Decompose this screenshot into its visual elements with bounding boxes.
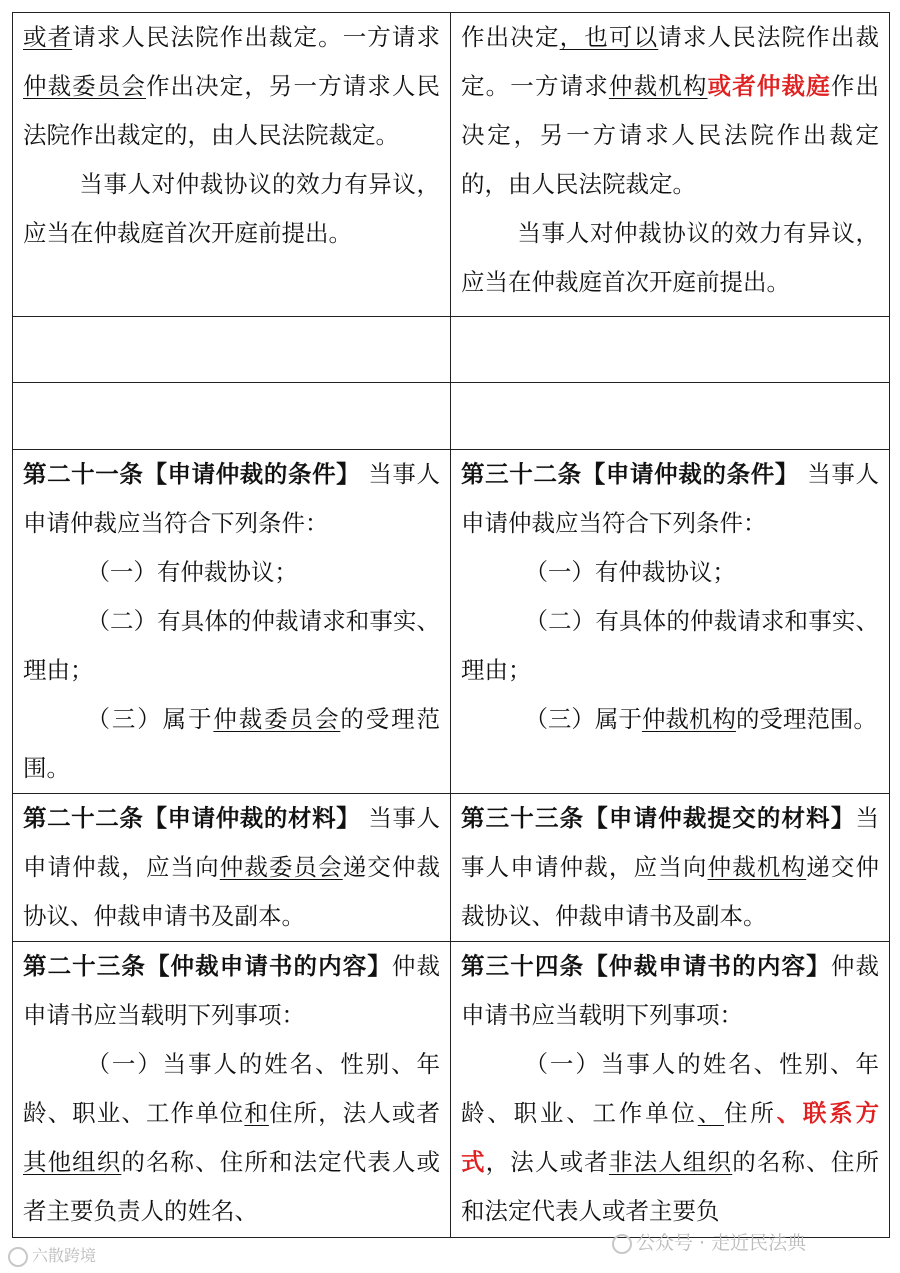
chapter-row	[13, 317, 890, 383]
table-row	[13, 942, 890, 1238]
right-cell	[451, 450, 890, 794]
wechat-icon	[612, 1234, 632, 1254]
list-item: （三）属于仲裁机构的受理范围。	[524, 705, 877, 733]
paragraph: 或者请求人民法院作出裁定。一方请求仲裁委员会作出决定，另一方请求人民法院作出裁定的，由人民法院裁定。	[23, 23, 440, 149]
right-cell	[451, 13, 890, 317]
paragraph: 第二十二条【申请仲裁的材料】 当事人申请仲裁，应当向仲裁委员会递交仲裁协议、仲裁申请书及副本。	[23, 804, 440, 930]
paragraph: 第二十三条【仲裁申请书的内容】仲裁申请书应当载明下列事项：	[23, 952, 440, 1029]
paragraph: 第三十三条【申请仲裁提交的材料】当事人申请仲裁，应当向仲裁机构递交仲裁协议、仲裁申请书及副本。	[461, 804, 879, 930]
watermark-right: 公众号 · 走近民法典	[612, 1228, 806, 1255]
list-item: （二）有具体的仲裁请求和事实、理由；	[23, 607, 440, 684]
left-cell	[13, 13, 451, 317]
section-row	[13, 383, 890, 450]
list-item: （一）有仲裁协议；	[524, 558, 736, 586]
list-item: （三）属于仲裁委员会的受理范围。	[23, 705, 441, 782]
right-cell	[451, 794, 890, 942]
paragraph: 作出决定，也可以请求人民法院作出裁定。一方请求仲裁机构或者仲裁庭作出决定，另一方请求人民法院作出裁定的，由人民法院裁定。	[461, 23, 879, 198]
table-row	[13, 13, 890, 317]
list-item: （二）有具体的仲裁请求和事实、理由；	[461, 607, 879, 684]
comparison-table	[12, 12, 890, 1238]
section-heading-right	[451, 383, 890, 450]
table-row	[13, 450, 890, 794]
paragraph: 当事人对仲裁协议的效力有异议，应当在仲裁庭首次开庭前提出。	[461, 219, 879, 296]
table-row	[13, 794, 890, 942]
right-cell	[451, 942, 890, 1238]
left-cell	[13, 794, 451, 942]
paragraph: 第二十一条【申请仲裁的条件】 当事人申请仲裁应当符合下列条件：	[23, 460, 440, 537]
section-heading-left	[13, 383, 451, 450]
left-cell	[13, 450, 451, 794]
paragraph: 当事人对仲裁协议的效力有异议，应当在仲裁庭首次开庭前提出。	[23, 170, 440, 247]
chapter-heading-right	[451, 317, 890, 383]
paragraph: 第三十四条【仲裁申请书的内容】仲裁申请书应当载明下列事项：	[461, 952, 879, 1029]
left-cell	[13, 942, 451, 1238]
list-item: （一）当事人的姓名、性别、年龄、职业、工作单位和住所，法人或者其他组织的名称、住所和法定代表人或者主要负责人的姓名、	[23, 1050, 440, 1225]
list-item: （一）有仲裁协议；	[86, 558, 298, 586]
chapter-heading-left	[13, 317, 451, 383]
list-item: （一）当事人的姓名、性别、年龄、职业、工作单位、住所、联系方式，法人或者非法人组织的名称、住所和法定代表人或者主要负	[461, 1050, 880, 1225]
watermark-left: 六散跨境	[8, 1243, 96, 1267]
paragraph: 第三十二条【申请仲裁的条件】 当事人申请仲裁应当符合下列条件：	[461, 460, 879, 537]
chat-bubble-icon	[8, 1247, 28, 1267]
